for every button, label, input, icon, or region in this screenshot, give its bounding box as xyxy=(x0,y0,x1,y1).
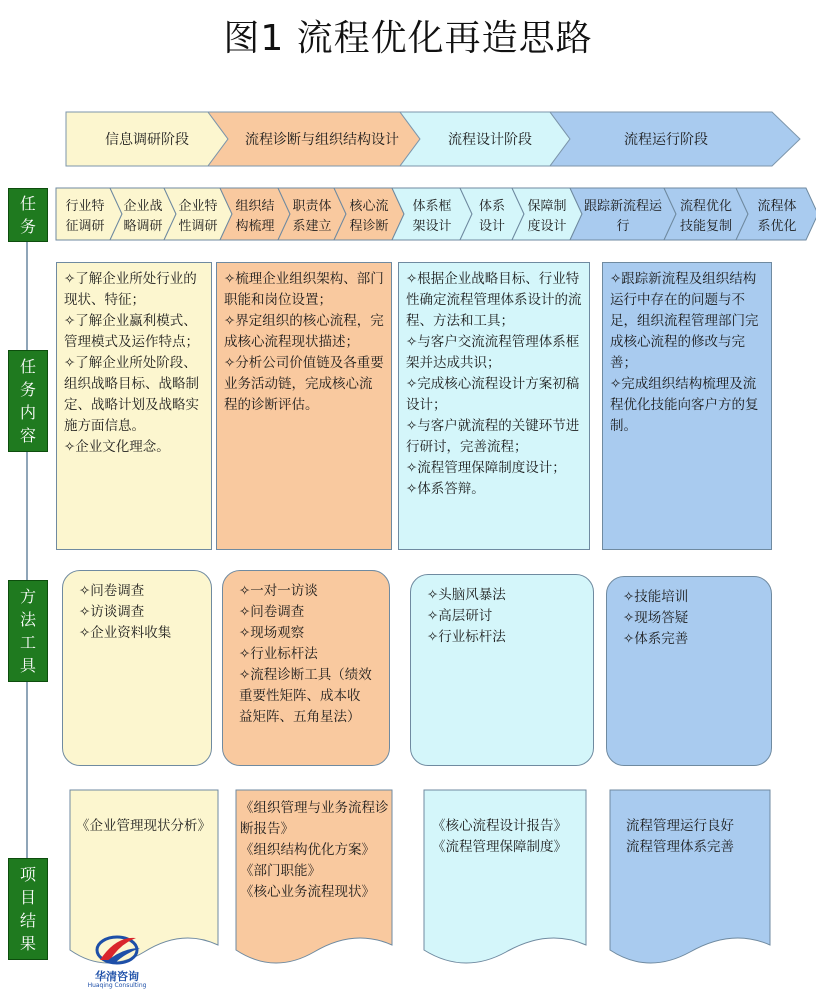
task-label: 设计 xyxy=(478,219,506,234)
row-label-results: 项 目 结 果 xyxy=(8,858,48,960)
method-item: ✧现场答疑 xyxy=(623,610,689,626)
method-box-operation xyxy=(606,576,772,766)
content-item: ✧梳理企业组织架构、部门职能和岗位设置； xyxy=(224,271,384,308)
content-box-info-research xyxy=(56,262,212,550)
content-item: ✧跟踪新流程及组织结构运行中存在的问题与不足，组织流程管理部门完成核心流程的修改与完善； xyxy=(610,271,759,371)
row-label-methods: 方 法 工 具 xyxy=(8,580,48,682)
task-label: 系优化 xyxy=(757,219,797,234)
content-box-design xyxy=(398,262,590,550)
content-item: ✧企业文化理念。 xyxy=(64,439,170,455)
page-title: 图1 流程优化再造思路 xyxy=(223,18,593,59)
row-label-content: 任 务 内 容 xyxy=(8,350,48,452)
task-label: 度设计 xyxy=(527,219,567,234)
task-label: 体系框 xyxy=(412,199,452,214)
result-text-design xyxy=(432,816,582,858)
logo-subtitle: Huaqing Consulting xyxy=(87,982,147,989)
content-item: ✧完成组织结构梳理及流程优化技能向客户方的复制。 xyxy=(610,376,759,434)
logo-name: 华清咨询 xyxy=(95,970,139,983)
task-label: 行 xyxy=(616,219,630,234)
method-item: ✧问卷调查 xyxy=(239,604,305,620)
task-label: 企业特 xyxy=(178,199,218,214)
content-box-diagnosis xyxy=(216,262,392,550)
task-label: 保障制 xyxy=(527,199,567,214)
task-label: 略调研 xyxy=(123,219,163,234)
task-label: 技能复制 xyxy=(679,219,733,234)
content-item: ✧根据企业战略目标、行业特性确定流程管理体系设计的流程、方法和工具； xyxy=(406,271,582,329)
content-item: ✧与客户交流流程管理体系框架并达成共识； xyxy=(406,334,580,371)
task-label: 行业特 xyxy=(65,199,105,214)
task-label: 核心流 xyxy=(349,199,389,214)
stage-label-1: 信息调研阶段 xyxy=(105,132,189,148)
logo-mark-icon xyxy=(86,930,148,970)
method-item: ✧现场观察 xyxy=(239,625,305,641)
result-item: 《部门职能》 xyxy=(240,863,321,879)
result-item: 《流程管理保障制度》 xyxy=(432,839,567,855)
method-item: ✧技能培训 xyxy=(623,589,689,605)
method-item: ✧流程诊断工具（绩效重要性矩阵、成本收益矩阵、五角星法） xyxy=(239,667,372,725)
stage-label-2: 流程诊断与组织结构设计 xyxy=(245,132,399,148)
method-item: ✧行业标杆法 xyxy=(239,646,318,662)
task-label: 构梳理 xyxy=(235,219,275,234)
content-item: ✧界定组织的核心流程，完成核心流程现状描述； xyxy=(224,313,384,350)
task-label: 性调研 xyxy=(178,219,218,234)
content-item: ✧流程管理保障制度设计； xyxy=(406,460,566,476)
method-item: ✧访谈调查 xyxy=(79,604,145,620)
stage-label-4: 流程运行阶段 xyxy=(624,132,708,148)
task-label: 流程体 xyxy=(757,199,797,214)
result-item: 《核心流程设计报告》 xyxy=(432,818,567,834)
method-box-info-research xyxy=(62,570,212,766)
row-label-tasks: 任 务 xyxy=(8,188,48,242)
method-item: ✧体系完善 xyxy=(623,631,689,647)
task-label: 组织结 xyxy=(235,199,275,214)
result-item: 流程管理运行良好 xyxy=(626,818,734,834)
task-label: 程诊断 xyxy=(349,219,389,234)
content-item: ✧完成核心流程设计方案初稿设计； xyxy=(406,376,580,413)
content-item: ✧分析公司价值链及各重要业务活动链，完成核心流程的诊断评估。 xyxy=(224,355,384,413)
result-item: 流程管理体系完善 xyxy=(626,839,734,855)
result-item: 《组织结构优化方案》 xyxy=(240,842,375,858)
method-item: ✧高层研讨 xyxy=(427,608,493,624)
task-label: 职责体 xyxy=(292,199,332,214)
method-item: ✧一对一访谈 xyxy=(239,583,318,599)
result-text-diagnosis xyxy=(240,798,390,903)
method-box-design xyxy=(410,574,594,766)
method-item: ✧问卷调查 xyxy=(79,583,145,599)
task-label: 体系 xyxy=(478,199,506,214)
result-item: 《核心业务流程现状》 xyxy=(240,884,375,900)
content-item: ✧体系答辩。 xyxy=(406,481,485,497)
task-label: 跟踪新流程运 xyxy=(583,199,663,214)
method-item: ✧头脑风暴法 xyxy=(427,587,506,603)
content-item: ✧了解企业所处行业的现状、特征； xyxy=(64,271,197,308)
result-item: 《组织管理与业务流程诊断报告》 xyxy=(240,800,389,837)
task-label: 流程优化 xyxy=(679,199,733,214)
content-item: ✧与客户就流程的关键环节进行研讨，完善流程； xyxy=(406,418,580,455)
result-text-operation xyxy=(626,816,766,858)
stage-label-3: 流程设计阶段 xyxy=(448,132,532,148)
method-box-diagnosis xyxy=(222,570,390,766)
content-box-operation xyxy=(602,262,772,550)
method-item: ✧行业标杆法 xyxy=(427,629,506,645)
task-label: 架设计 xyxy=(412,219,452,234)
result-text-info-research xyxy=(76,816,216,837)
method-item: ✧企业资料收集 xyxy=(79,625,172,641)
content-item: ✧了解企业所处阶段、组织战略目标、战略制定、战略计划及战略实施方面信息。 xyxy=(64,355,199,434)
task-label: 系建立 xyxy=(292,219,332,234)
task-label: 企业战 xyxy=(123,199,163,214)
result-item: 《企业管理现状分析》 xyxy=(76,818,211,834)
task-chevrons xyxy=(56,188,816,240)
company-logo xyxy=(86,930,148,990)
task-label: 征调研 xyxy=(65,219,105,234)
content-item: ✧了解企业赢利模式、管理模式及运作特点； xyxy=(64,313,199,350)
